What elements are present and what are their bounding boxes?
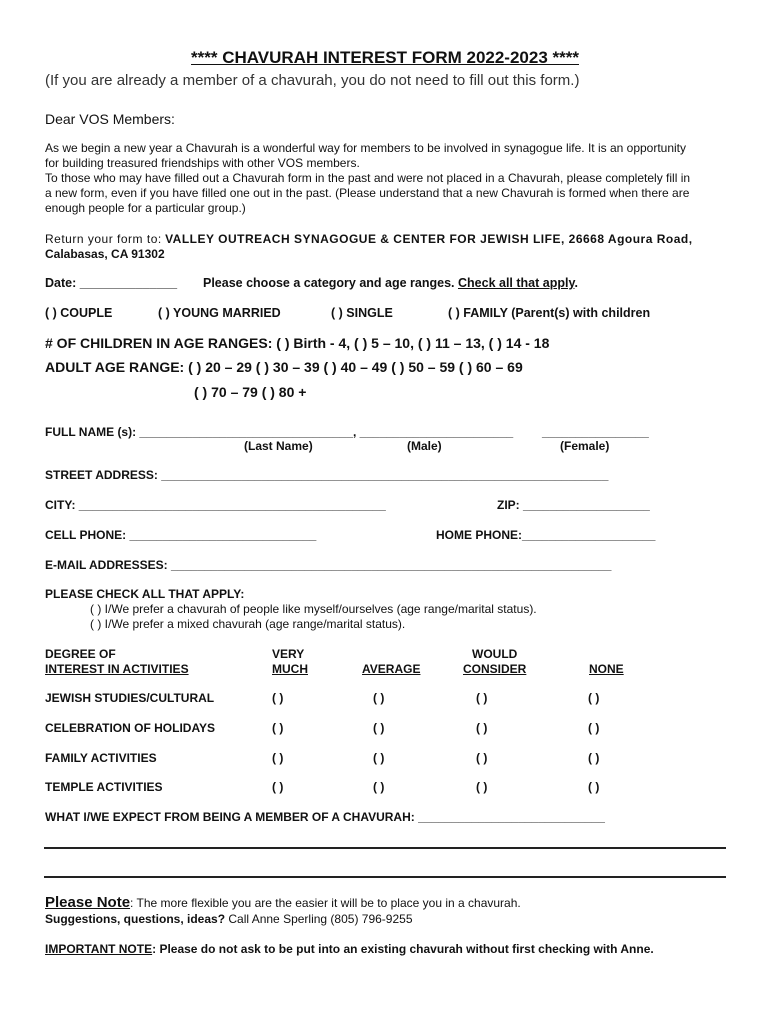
return-address bbox=[45, 232, 693, 262]
intro-line: for building treasured friendships with other VOS members. bbox=[45, 156, 360, 170]
category-couple[interactable]: ( ) COUPLE bbox=[45, 306, 113, 320]
subtitle: (If you are already a member of a chavurah, you do not need to fill out this form.) bbox=[45, 72, 580, 89]
table-header-none: NONE bbox=[589, 662, 624, 676]
table-header-average: AVERAGE bbox=[362, 662, 421, 676]
preference-like-myself[interactable]: ( ) I/We prefer a chavurah of people like myself/ourselves (age range/marital status). bbox=[90, 602, 537, 616]
preference-mixed[interactable]: ( ) I/We prefer a mixed chavurah (age range/marital status). bbox=[90, 617, 406, 631]
suggestions-line bbox=[45, 912, 413, 926]
table-header-would-consider bbox=[463, 647, 526, 677]
writing-line[interactable] bbox=[44, 876, 726, 878]
checkbox-would-consider[interactable]: ( ) bbox=[476, 751, 488, 765]
writing-line[interactable] bbox=[44, 847, 726, 849]
cell-phone-field[interactable]: CELL PHONE: ____________________________ bbox=[45, 528, 317, 542]
header-very-line: MUCH bbox=[272, 662, 308, 676]
category-prompt-text: Please choose a category and age ranges. bbox=[203, 276, 455, 290]
header-very-line: VERY bbox=[272, 647, 305, 661]
category-family[interactable]: ( ) FAMILY (Parent(s) with children bbox=[448, 306, 651, 320]
last-name-caption: (Last Name) bbox=[244, 439, 313, 453]
intro-paragraph bbox=[45, 141, 690, 216]
table-header-degree bbox=[45, 647, 189, 677]
table-row-label: FAMILY ACTIVITIES bbox=[45, 751, 157, 765]
header-would-line: WOULD bbox=[472, 647, 518, 661]
checkbox-very-much[interactable]: ( ) bbox=[272, 751, 284, 765]
adult-age-ranges-2[interactable]: ( ) 70 – 79 ( ) 80 + bbox=[194, 384, 307, 400]
return-line2: Calabasas, CA 91302 bbox=[45, 247, 165, 261]
table-row-label: JEWISH STUDIES/CULTURAL bbox=[45, 691, 215, 705]
adult-age-ranges[interactable]: ADULT AGE RANGE: ( ) 20 – 29 ( ) 30 – 39 ( ) 40 – 49 ( ) 50 – 59 ( ) 60 – 69 bbox=[45, 359, 523, 375]
header-would-line: CONSIDER bbox=[463, 662, 527, 676]
return-prefix: Return your form to: bbox=[45, 232, 162, 246]
table-row-label: TEMPLE ACTIVITIES bbox=[45, 780, 163, 794]
checkbox-none[interactable]: ( ) bbox=[588, 691, 600, 705]
header-degree-line: DEGREE OF bbox=[45, 647, 116, 661]
category-young-married[interactable]: ( ) YOUNG MARRIED bbox=[158, 306, 281, 320]
street-address-field[interactable]: STREET ADDRESS: ___________________________________________________________________ bbox=[45, 468, 609, 482]
zip-field[interactable]: ZIP: ___________________ bbox=[497, 498, 650, 512]
please-note-colon: : bbox=[130, 896, 134, 910]
please-note bbox=[45, 894, 521, 911]
checkbox-very-much[interactable]: ( ) bbox=[272, 721, 284, 735]
check-all-heading: PLEASE CHECK ALL THAT APPLY: bbox=[45, 587, 245, 601]
greeting: Dear VOS Members: bbox=[45, 111, 175, 127]
email-field[interactable]: E-MAIL ADDRESSES: __________________________________________________________________ bbox=[45, 558, 612, 572]
checkbox-would-consider[interactable]: ( ) bbox=[476, 721, 488, 735]
check-all-text: Check all that apply bbox=[458, 276, 575, 290]
checkbox-very-much[interactable]: ( ) bbox=[272, 691, 284, 705]
male-caption: (Male) bbox=[407, 439, 442, 453]
expect-field[interactable]: WHAT I/WE EXPECT FROM BEING A MEMBER OF A CHAVURAH: ____________________________ bbox=[45, 810, 605, 824]
please-note-label: Please Note bbox=[45, 894, 131, 911]
full-name-field[interactable]: FULL NAME (s): ________________________________, _______________________ bbox=[45, 425, 514, 439]
checkbox-average[interactable]: ( ) bbox=[373, 721, 385, 735]
table-row-label: CELEBRATION OF HOLIDAYS bbox=[45, 721, 216, 735]
important-note-text: : Please do not ask to be put into an existing chavurah without first checking with Anne. bbox=[152, 942, 654, 956]
please-note-text: The more flexible you are the easier it will be to place you in a chavurah. bbox=[133, 896, 521, 910]
intro-line: a new form, even if you have filled one out in the past. (Please understand that a new Chavurah is formed when there are bbox=[45, 186, 690, 200]
header-degree-line: INTEREST IN ACTIVITIES bbox=[45, 662, 189, 676]
checkbox-average[interactable]: ( ) bbox=[373, 751, 385, 765]
intro-line: As we begin a new year a Chavurah is a wonderful way for members to be involved in synagogue life. It is an opportunity bbox=[45, 141, 687, 155]
intro-line: enough people for a particular group.) bbox=[45, 201, 246, 215]
female-name-field[interactable]: ________________ bbox=[542, 425, 649, 439]
checkbox-would-consider[interactable]: ( ) bbox=[476, 691, 488, 705]
intro-line: To those who may have filled out a Chavurah form in the past and were not placed in a Chavurah, please completely fill in bbox=[45, 171, 691, 185]
city-field[interactable]: CITY: ______________________________________________ bbox=[45, 498, 386, 512]
category-single[interactable]: ( ) SINGLE bbox=[331, 306, 393, 320]
female-caption: (Female) bbox=[560, 439, 610, 453]
home-phone-field[interactable]: HOME PHONE:____________________ bbox=[436, 528, 656, 542]
date-field[interactable]: Date: ______________ bbox=[45, 276, 178, 290]
checkbox-would-consider[interactable]: ( ) bbox=[476, 780, 488, 794]
title-block bbox=[0, 48, 770, 68]
important-note bbox=[45, 942, 654, 956]
table-header-very-much bbox=[272, 647, 308, 677]
checkbox-none[interactable]: ( ) bbox=[588, 780, 600, 794]
return-line1: VALLEY OUTREACH SYNAGOGUE & CENTER FOR JEWISH LIFE, 26668 Agoura Road, bbox=[165, 232, 693, 246]
important-note-label: IMPORTANT NOTE bbox=[45, 942, 153, 956]
category-prompt bbox=[203, 276, 578, 290]
form-title: **** CHAVURAH INTEREST FORM 2022-2023 **** bbox=[191, 48, 579, 67]
suggestions-label: Suggestions, questions, ideas? bbox=[45, 912, 226, 926]
children-age-ranges[interactable]: # OF CHILDREN IN AGE RANGES: ( ) Birth - 4, ( ) 5 – 10, ( ) 11 – 13, ( ) 14 - 18 bbox=[45, 335, 550, 351]
checkbox-average[interactable]: ( ) bbox=[373, 691, 385, 705]
category-period: . bbox=[574, 276, 578, 290]
checkbox-none[interactable]: ( ) bbox=[588, 721, 600, 735]
checkbox-very-much[interactable]: ( ) bbox=[272, 780, 284, 794]
checkbox-none[interactable]: ( ) bbox=[588, 751, 600, 765]
checkbox-average[interactable]: ( ) bbox=[373, 780, 385, 794]
suggestions-text: Call Anne Sperling (805) 796-9255 bbox=[225, 912, 413, 926]
